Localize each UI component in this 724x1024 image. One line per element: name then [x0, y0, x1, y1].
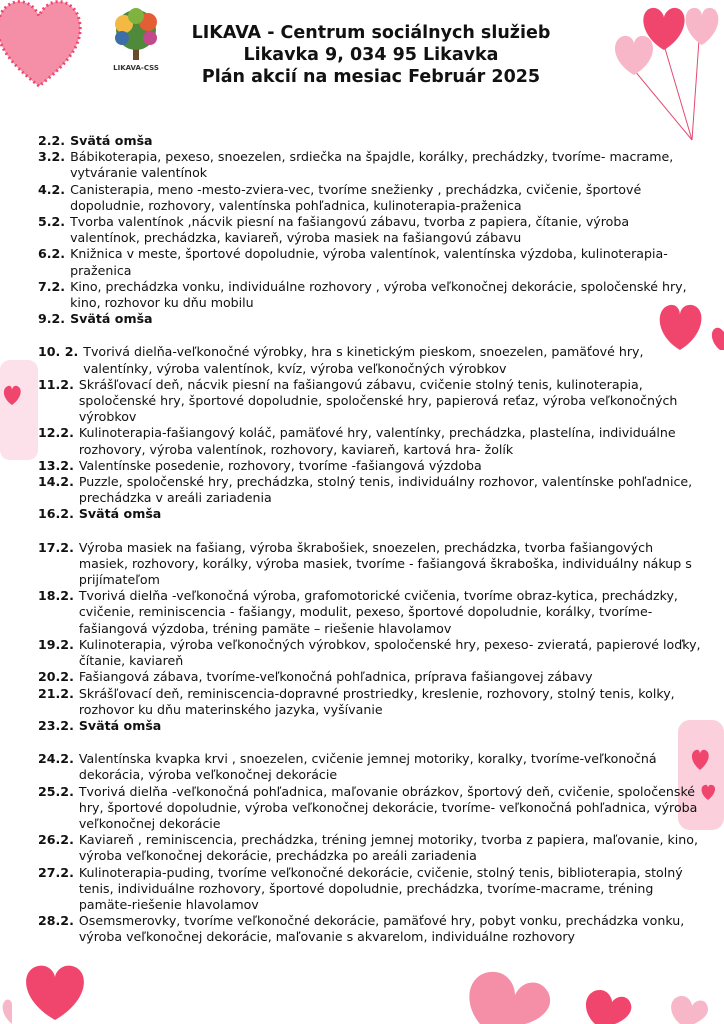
schedule-entry	[38, 832, 702, 864]
schedule-entry	[38, 913, 702, 945]
entry-activities: Skrášľovací deň, nácvik piesní na fašiangovú zábavu, cvičenie stolný tenis, kulinoterapia, spoločenské hry, športové dopoludnie, spoločenské hry, papierová reťaz, výroba veľkonočných výrobkov	[78, 376, 678, 425]
entry-date: 25.2.	[38, 783, 74, 799]
entry-activities: Kulinoterapia-fašiangový koláč, pamäťové hry, valentínky, prechádzka, plastelína, individuálne rozhovory, výroba valentínok, rozhovory, kaviareň, kartová hra- žolík	[78, 425, 676, 457]
entry-date: 7.2.	[38, 278, 66, 294]
entry-date: 19.2.	[38, 636, 74, 652]
page-title	[186, 22, 556, 88]
entry-date: 16.2.	[38, 506, 74, 522]
entry-date: 24.2.	[38, 751, 74, 767]
schedule-entry	[38, 279, 702, 311]
schedule-entry	[38, 133, 702, 149]
schedule-entry	[38, 246, 702, 278]
schedule-entry	[38, 458, 702, 474]
schedule-entry	[38, 425, 702, 457]
entry-date: 10. 2.	[38, 344, 79, 360]
entry-date: 26.2.	[38, 832, 74, 848]
schedule-entry	[38, 540, 702, 589]
entry-activities: Valentínske posedenie, rozhovory, tvoríme -fašiangová výzdoba	[78, 457, 482, 473]
schedule-entry	[38, 588, 702, 637]
header	[0, 0, 724, 120]
entry-date: 2.2.	[38, 133, 66, 148]
schedule-entry	[38, 149, 702, 181]
entry-activities: Bábikoterapia, pexeso, snoezelen, srdiečka na špajdle, korálky, prechádzky, tvoríme- macrame, vytváranie valentínok	[70, 149, 674, 181]
entry-activities: Fašiangová zábava, tvoríme-veľkonočná pohľadnica, príprava fašiangovej zábavy	[78, 669, 593, 685]
title-line-1: LIKAVA - Centrum sociálnych služieb	[191, 23, 551, 43]
entry-activities: Kulinoterapia, výroba veľkonočných výrobkov, spoločenské hry, pexeso- zvieratá, papierové loďky, čítanie, kaviareň	[78, 636, 701, 669]
entry-activities: Svätá omša	[70, 311, 153, 327]
schedule-entry	[38, 377, 702, 426]
entry-activities: Osemsmerovky, tvoríme veľkonočné dekorácie, pamäťové hry, pobyt vonku, prechádzka vonku, výroba veľkonočnej dekorácie, maľovanie s akvarelom, individuálne rozhovory	[78, 913, 685, 945]
logo-label: LIKAVA-CSS	[113, 64, 159, 72]
schedule-entry	[38, 182, 702, 214]
schedule-entry	[38, 669, 702, 685]
entry-activities: Knižnica v meste, športové dopoludnie, výroba valentínok, valentínska výzdoba, kulinoterapia-praženica	[70, 246, 668, 278]
schedule-entry	[38, 686, 702, 718]
entry-date: 6.2.	[38, 246, 66, 262]
entry-activities: Tvorivá dielňa -veľkonočná pohľadnica, maľovanie obrázkov, športový deň, cvičenie, spoločenské hry, športové dopoludnie, výroba veľkonočnej dekorácie, tvoríme- veľkonočná pohľadnica, výroba veľkonočnej dekorácie	[78, 783, 698, 831]
entry-activities: Skrášľovací deň, reminiscencia-dopravné prostriedky, kreslenie, rozhovory, stolný tenis, kolky, rozhovor ku dňu materinského jazyka, vyšívanie	[78, 685, 675, 717]
entry-activities: Výroba masiek na fašiang, výroba škrabošiek, snoezelen, prechádzka, tvorba fašiangových masiek, rozhovory, korálky, výroba masiek, tvoríme - fašiangová škraboška, individuálny nákup s prijímateľom	[78, 539, 692, 588]
entry-date: 11.2.	[38, 376, 74, 392]
entry-activities: Kulinoterapia-puding, tvoríme veľkonočné dekorácie, cvičenie, stolný tenis, biblioterapia, stolný tenis, individuálne rozhovory, športové dopoludnie, prechádzka, tvoríme-macrame, tréning pamäte-riešenie hlavolamov	[78, 864, 683, 912]
heart-jar-decoration-left	[0, 350, 42, 470]
entry-date: 21.2.	[38, 685, 74, 701]
entry-activities: Svätá omša	[78, 717, 162, 733]
schedule-entry	[38, 344, 702, 376]
week-separator	[38, 734, 702, 751]
entry-date: 18.2.	[38, 588, 74, 604]
entry-date: 28.2.	[38, 913, 74, 929]
schedule-entry	[38, 506, 702, 522]
week-separator	[38, 523, 702, 540]
schedule-entry	[38, 474, 702, 506]
schedule-entry	[38, 637, 702, 669]
title-line-2: Likavka 9, 034 95 Likavka	[243, 45, 499, 65]
title-line-3: Plán akcií na mesiac Február 2025	[201, 67, 541, 87]
entry-date: 5.2.	[38, 214, 66, 230]
entry-date: 4.2.	[38, 181, 66, 197]
entry-date: 23.2.	[38, 717, 74, 733]
entry-activities: Tvorivá dielňa-veľkonočné výrobky, hra s kinetickým pieskom, snoezelen, pamäťové hry, valentínky, výroba valentínok, kvíz, výroba veľkonočných výrobkov	[83, 344, 644, 376]
entry-date: 17.2.	[38, 539, 74, 555]
entry-activities: Kino, prechádzka vonku, individuálne rozhovory , výroba veľkonočnej dekorácie, spoločenské hry, kino, rozhovor ku dňu mobilu	[70, 278, 687, 311]
schedule-entry	[38, 214, 702, 246]
entry-activities: Canisterapia, meno -mesto-zviera-vec, tvoríme snežienky , prechádzka, cvičenie, športové dopoludnie, rozhovory, valentínska pohľadnica, kulinoterapia-praženica	[70, 181, 642, 213]
schedule-entry	[38, 718, 702, 734]
entry-date: 14.2.	[38, 474, 74, 490]
entry-activities: Tvorba valentínok ,nácvik piesní na fašiangovú zábavu, tvorba z papiera, čítanie, výroba valentínok, prechádzka, kaviareň, výroba masiek na fašiangovú zábavu	[70, 214, 630, 246]
entry-activities: Valentínska kvapka krvi , snoezelen, cvičenie jemnej motoriky, koralky, tvoríme-veľkonočná dekorácia, výroba veľkonočnej dekorácie	[78, 751, 657, 783]
entry-date: 9.2.	[38, 311, 66, 327]
entry-date: 27.2.	[38, 864, 74, 880]
schedule-entry	[38, 311, 702, 327]
entry-date: 3.2.	[38, 149, 66, 165]
schedule-entry	[38, 865, 702, 914]
week-separator	[38, 327, 702, 344]
schedule-entry	[38, 751, 702, 783]
entry-activities: Kaviareň , reminiscencia, prechádzka, tréning jemnej motoriky, tvorba z papiera, maľovanie, kino, výroba veľkonočnej dekorácie, prechádzka po areáli zariadenia	[78, 832, 698, 864]
schedule-entry	[38, 784, 702, 833]
entry-activities: Puzzle, spoločenské hry, prechádzka, stolný tenis, individuálny rozhovor, valentínske pohľadnice, prechádzka v areáli zariadenia	[78, 474, 693, 506]
entry-date: 13.2.	[38, 457, 74, 473]
entry-activities: Svätá omša	[78, 506, 162, 522]
entry-activities: Tvorivá dielňa -veľkonočná výroba, grafomotorické cvičenia, tvoríme obraz-kytica, prechádzky, cvičenie, reminiscencia - fašiangy, modulit, pexeso, športové dopoludnie, korálky, tvoríme-fašiangová výzdoba, tréning pamäte – riešenie hlavolamov	[78, 588, 678, 636]
entry-date: 20.2.	[38, 669, 74, 685]
heart-decoration-bottom-right	[430, 940, 724, 1024]
entry-activities: Svätá omša	[70, 133, 153, 148]
entry-date: 12.2.	[38, 425, 74, 441]
schedule-list	[38, 133, 702, 946]
